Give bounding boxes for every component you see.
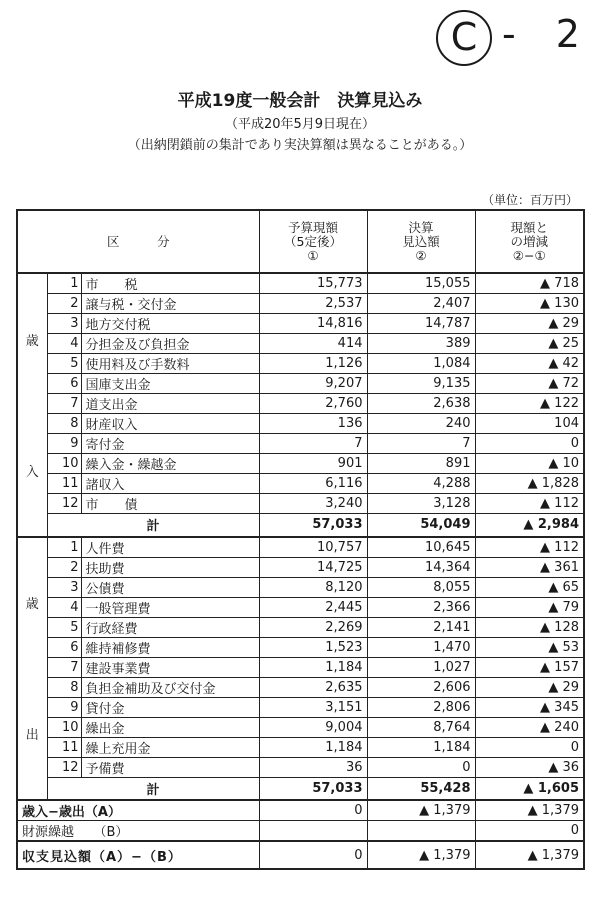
expenditure-row-budget: 2,445 [259, 597, 367, 617]
header-budget [259, 210, 367, 273]
expenditure-total-settlement: 55,428 [367, 777, 475, 800]
expenditure-row-number: 4 [47, 597, 81, 617]
expenditure-row-difference: 0 [475, 737, 584, 757]
expenditure-row-settlement: 10,645 [367, 537, 475, 558]
expenditure-row-settlement: 14,364 [367, 557, 475, 577]
revenue-row-difference: ▲ 112 [475, 494, 584, 514]
revenue-row-name: 繰入金・繰越金 [81, 454, 259, 474]
header-settlement [367, 210, 475, 273]
revenue-row-name: 道支出金 [81, 394, 259, 414]
expenditure-section-label-stack [18, 538, 47, 800]
revenue-row-difference: ▲ 42 [475, 354, 584, 374]
revenue-row-budget: 414 [259, 334, 367, 354]
document-mark-circle [436, 10, 492, 66]
revenue-row-budget: 1,126 [259, 354, 367, 374]
expenditure-row-difference: ▲ 112 [475, 537, 584, 558]
revenue-section [17, 273, 584, 537]
revenue-row-number: 12 [47, 494, 81, 514]
expenditure-row-number: 1 [47, 537, 81, 558]
expenditure-row-name: 一般管理費 [81, 597, 259, 617]
header-difference-line3: ②−① [512, 247, 546, 263]
expenditure-row-name: 繰上充用金 [81, 737, 259, 757]
revenue-row-difference: ▲ 72 [475, 374, 584, 394]
revenue-row-settlement: 240 [367, 414, 475, 434]
revenue-row-number: 4 [47, 334, 81, 354]
final-balance-difference: ▲ 1,379 [475, 841, 584, 869]
revenue-total-label: 計 [47, 514, 259, 537]
expenditure-row-budget: 3,151 [259, 697, 367, 717]
expenditure-row-budget: 8,120 [259, 577, 367, 597]
expenditure-row-budget: 1,184 [259, 657, 367, 677]
summary-row-budget [259, 821, 367, 842]
revenue-total-row [17, 514, 584, 537]
revenue-row-name: 寄付金 [81, 434, 259, 454]
revenue-row-number: 8 [47, 414, 81, 434]
document-mark-letter: C [450, 15, 478, 59]
expenditure-row-budget: 36 [259, 757, 367, 777]
revenue-total-settlement: 54,049 [367, 514, 475, 537]
revenue-row-difference: ▲ 122 [475, 394, 584, 414]
expenditure-row-settlement: 1,470 [367, 637, 475, 657]
revenue-row-number: 10 [47, 454, 81, 474]
expenditure-row-name: 人件費 [81, 537, 259, 558]
expenditure-row-difference: ▲ 157 [475, 657, 584, 677]
expenditure-row-settlement: 2,606 [367, 677, 475, 697]
revenue-row-difference: ▲ 1,828 [475, 474, 584, 494]
header-settlement-line2: 見込額 [402, 233, 440, 249]
revenue-row-settlement: 3,128 [367, 494, 475, 514]
expenditure-row-name: 予備費 [81, 757, 259, 777]
expenditure-row-budget: 2,635 [259, 677, 367, 697]
expenditure-row-budget: 10,757 [259, 537, 367, 558]
expenditure-row-settlement: 2,806 [367, 697, 475, 717]
expenditure-row-number: 5 [47, 617, 81, 637]
expenditure-row-difference: ▲ 65 [475, 577, 584, 597]
page-title: 平成19度一般会計 決算見込み [177, 91, 423, 111]
revenue-row-budget: 2,760 [259, 394, 367, 414]
revenue-row [17, 454, 584, 474]
revenue-row-settlement: 389 [367, 334, 475, 354]
revenue-row-difference: 104 [475, 414, 584, 434]
header-difference-line1: 現額と [510, 219, 548, 235]
revenue-row [17, 354, 584, 374]
revenue-row-difference: ▲ 130 [475, 294, 584, 314]
expenditure-row-difference: ▲ 79 [475, 597, 584, 617]
revenue-row-number: 6 [47, 374, 81, 394]
header-budget-line2: （5定後） [284, 233, 342, 249]
header-difference [475, 210, 584, 273]
revenue-row-difference: ▲ 10 [475, 454, 584, 474]
revenue-row-name: 分担金及び負担金 [81, 334, 259, 354]
revenue-row [17, 294, 584, 314]
revenue-row [17, 394, 584, 414]
expenditure-section-label-bottom: 出 [25, 728, 39, 744]
revenue-row-budget: 901 [259, 454, 367, 474]
expenditure-row-name: 負担金補助及び交付金 [81, 677, 259, 697]
table-header-row [17, 210, 584, 273]
expenditure-row-number: 8 [47, 677, 81, 697]
expenditure-row-name: 繰出金 [81, 717, 259, 737]
summary-row-settlement: ▲ 1,379 [367, 800, 475, 821]
expenditure-row-budget: 1,184 [259, 737, 367, 757]
revenue-row-budget: 7 [259, 434, 367, 454]
expenditure-row-name: 貸付金 [81, 697, 259, 717]
expenditure-row-name: 維持補修費 [81, 637, 259, 657]
revenue-row-number: 7 [47, 394, 81, 414]
final-balance-row [17, 841, 584, 869]
expenditure-row-budget: 14,725 [259, 557, 367, 577]
revenue-row-budget: 14,816 [259, 314, 367, 334]
revenue-row-budget: 2,537 [259, 294, 367, 314]
revenue-row-difference: ▲ 718 [475, 273, 584, 294]
expenditure-row-settlement: 8,055 [367, 577, 475, 597]
revenue-row-budget: 15,773 [259, 273, 367, 294]
expenditure-row-number: 6 [47, 637, 81, 657]
revenue-row-name: 国庫支出金 [81, 374, 259, 394]
header-budget-line1: 予算現額 [287, 219, 338, 235]
expenditure-section-label [17, 537, 47, 801]
header-difference-line2: の増減 [510, 233, 548, 249]
expenditure-row [17, 717, 584, 737]
revenue-row [17, 273, 584, 294]
revenue-row-settlement: 4,288 [367, 474, 475, 494]
revenue-row [17, 474, 584, 494]
expenditure-row [17, 657, 584, 677]
revenue-row-number: 9 [47, 434, 81, 454]
expenditure-total-label: 計 [47, 777, 259, 800]
expenditure-row-budget: 1,523 [259, 637, 367, 657]
revenue-row-settlement: 14,787 [367, 314, 475, 334]
expenditure-row-budget: 9,004 [259, 717, 367, 737]
expenditure-row-number: 9 [47, 697, 81, 717]
revenue-row-number: 2 [47, 294, 81, 314]
summary-row-label: 歳入−歳出（A） [17, 800, 259, 821]
revenue-row-number: 5 [47, 354, 81, 374]
final-balance-settlement: ▲ 1,379 [367, 841, 475, 869]
summary-row-settlement [367, 821, 475, 842]
revenue-row-number: 1 [47, 273, 81, 294]
expenditure-row-settlement: 2,366 [367, 597, 475, 617]
summary-row-budget: 0 [259, 800, 367, 821]
revenue-row-difference: ▲ 25 [475, 334, 584, 354]
expenditure-section [17, 537, 584, 801]
expenditure-section-label-top: 歳 [25, 597, 39, 613]
revenue-section-label-stack [18, 274, 47, 536]
expenditure-row-number: 12 [47, 757, 81, 777]
expenditure-row-settlement: 1,027 [367, 657, 475, 677]
expenditure-row [17, 577, 584, 597]
settlement-table [16, 209, 585, 870]
revenue-row-settlement: 2,638 [367, 394, 475, 414]
header-budget-line3: ① [307, 247, 319, 263]
revenue-row-difference: 0 [475, 434, 584, 454]
expenditure-row-number: 7 [47, 657, 81, 677]
revenue-row-difference: ▲ 29 [475, 314, 584, 334]
disclaimer-note: （出納閉鎖前の集計であり実決算額は異なることがある。） [127, 138, 473, 153]
expenditure-row [17, 697, 584, 717]
expenditure-row-number: 11 [47, 737, 81, 757]
expenditure-total-difference: ▲ 1,605 [475, 777, 584, 800]
revenue-row-name: 使用料及び手数料 [81, 354, 259, 374]
header-category: 区 分 [17, 210, 259, 273]
expenditure-row [17, 757, 584, 777]
revenue-row-settlement: 1,084 [367, 354, 475, 374]
summary-row [17, 800, 584, 821]
summary-section [17, 800, 584, 869]
expenditure-row-name: 扶助費 [81, 557, 259, 577]
revenue-section-label-bottom: 入 [25, 464, 39, 480]
expenditure-row [17, 677, 584, 697]
summary-row-difference: 0 [475, 821, 584, 842]
revenue-section-label [17, 273, 47, 537]
revenue-row [17, 414, 584, 434]
unit-label: （単位：百万円） [481, 193, 578, 207]
expenditure-row-difference: ▲ 29 [475, 677, 584, 697]
expenditure-row [17, 617, 584, 637]
revenue-row-budget: 136 [259, 414, 367, 434]
revenue-row-settlement: 7 [367, 434, 475, 454]
summary-row-label: 財源繰越 （B） [17, 821, 259, 842]
revenue-row-number: 11 [47, 474, 81, 494]
revenue-row-budget: 6,116 [259, 474, 367, 494]
expenditure-row-settlement: 0 [367, 757, 475, 777]
revenue-row [17, 334, 584, 354]
expenditure-row [17, 597, 584, 617]
revenue-row-budget: 9,207 [259, 374, 367, 394]
revenue-row-name: 譲与税・交付金 [81, 294, 259, 314]
revenue-row-number: 3 [47, 314, 81, 334]
revenue-row-name: 諸収入 [81, 474, 259, 494]
expenditure-total-row [17, 777, 584, 800]
revenue-row-name: 市 税 [81, 273, 259, 294]
revenue-row [17, 374, 584, 394]
expenditure-row-difference: ▲ 345 [475, 697, 584, 717]
expenditure-row-name: 建設事業費 [81, 657, 259, 677]
summary-row-difference: ▲ 1,379 [475, 800, 584, 821]
expenditure-row [17, 737, 584, 757]
expenditure-total-budget: 57,033 [259, 777, 367, 800]
revenue-row-budget: 3,240 [259, 494, 367, 514]
expenditure-row-settlement: 2,141 [367, 617, 475, 637]
revenue-total-budget: 57,033 [259, 514, 367, 537]
header-settlement-line1: 決算 [408, 219, 434, 235]
expenditure-row-name: 行政経費 [81, 617, 259, 637]
expenditure-row-difference: ▲ 53 [475, 637, 584, 657]
expenditure-row-name: 公債費 [81, 577, 259, 597]
revenue-row-settlement: 891 [367, 454, 475, 474]
revenue-row [17, 434, 584, 454]
expenditure-row [17, 557, 584, 577]
revenue-row-settlement: 2,407 [367, 294, 475, 314]
revenue-section-label-top: 歳 [25, 333, 39, 349]
revenue-row-name: 財産収入 [81, 414, 259, 434]
expenditure-row-number: 2 [47, 557, 81, 577]
expenditure-row-settlement: 8,764 [367, 717, 475, 737]
header-settlement-line3: ② [415, 247, 427, 263]
expenditure-row-settlement: 1,184 [367, 737, 475, 757]
expenditure-row [17, 537, 584, 558]
revenue-row [17, 314, 584, 334]
expenditure-row-number: 10 [47, 717, 81, 737]
expenditure-row-budget: 2,269 [259, 617, 367, 637]
expenditure-row [17, 637, 584, 657]
revenue-row-name: 地方交付税 [81, 314, 259, 334]
summary-row [17, 821, 584, 842]
expenditure-row-difference: ▲ 361 [475, 557, 584, 577]
expenditure-row-number: 3 [47, 577, 81, 597]
document-mark-suffix: - 2 [502, 12, 594, 56]
revenue-row [17, 494, 584, 514]
expenditure-row-difference: ▲ 128 [475, 617, 584, 637]
expenditure-row-difference: ▲ 36 [475, 757, 584, 777]
revenue-row-settlement: 9,135 [367, 374, 475, 394]
final-balance-label: 収支見込額（A）−（B） [17, 841, 259, 869]
revenue-row-name: 市 債 [81, 494, 259, 514]
expenditure-row-difference: ▲ 240 [475, 717, 584, 737]
as-of-date: （平成20年5月9日現在） [224, 117, 376, 132]
final-balance-budget: 0 [259, 841, 367, 869]
revenue-total-difference: ▲ 2,984 [475, 514, 584, 537]
revenue-row-settlement: 15,055 [367, 273, 475, 294]
